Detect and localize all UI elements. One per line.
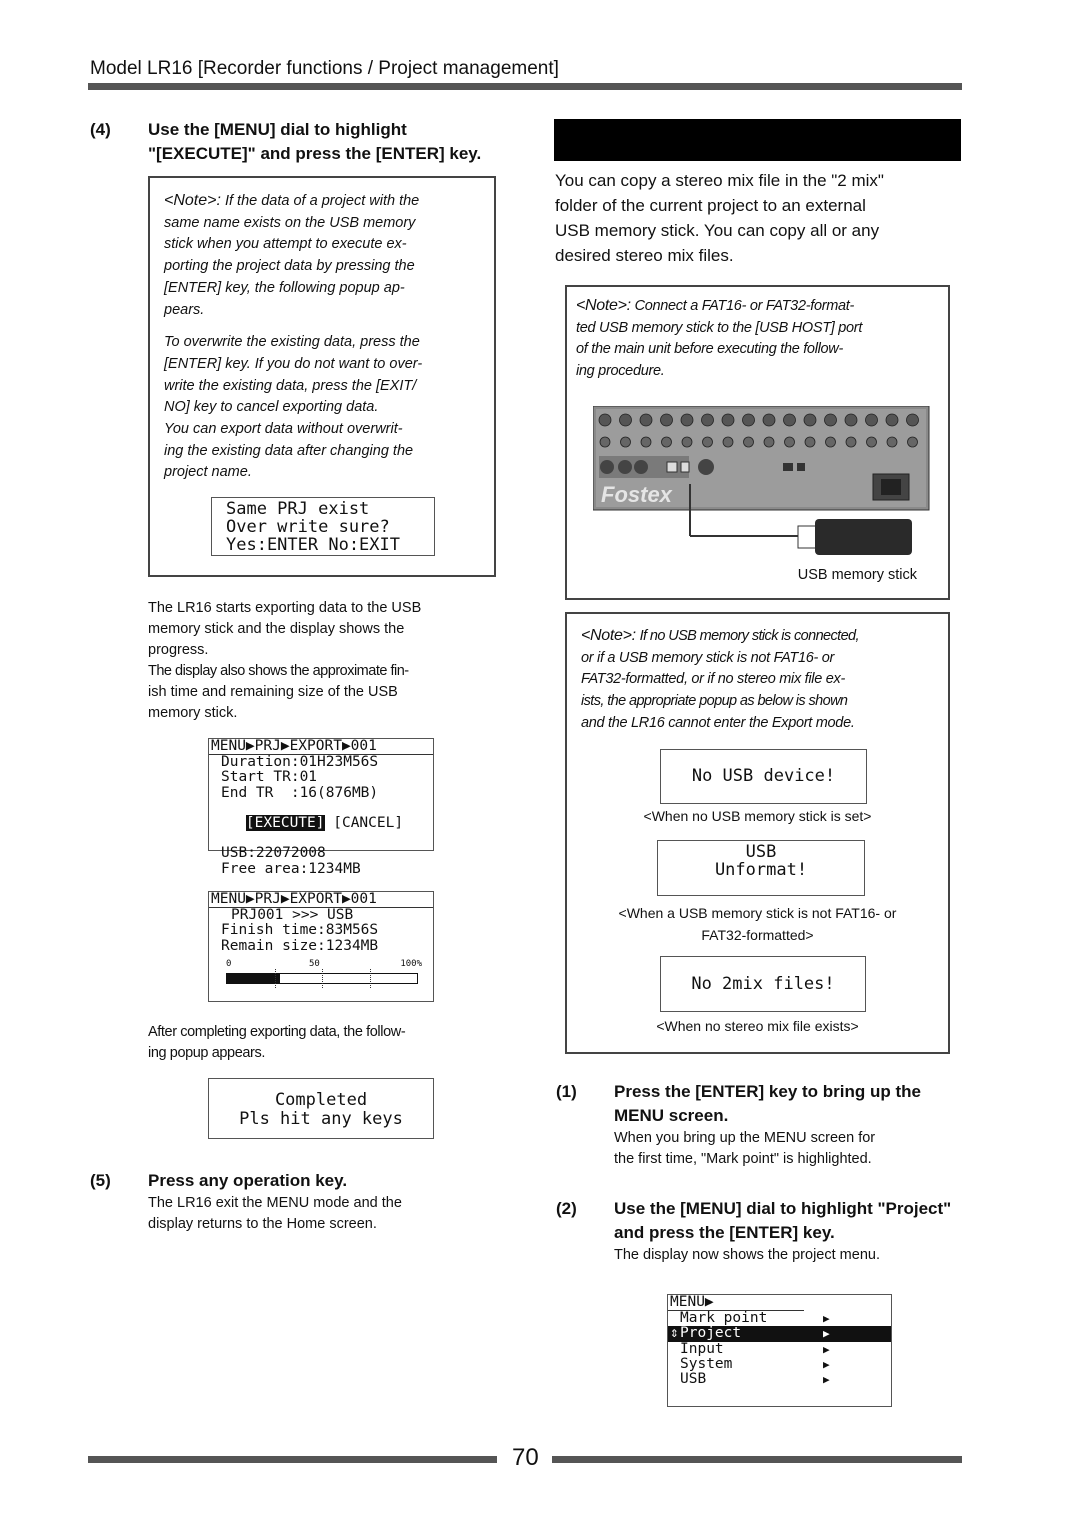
text-line: After completing exporting data, the follow- xyxy=(148,1024,406,1040)
menu-item-0[interactable] xyxy=(668,1311,891,1326)
note-text-2 xyxy=(576,295,946,383)
note-line: or if a USB memory stick is not FAT16- or xyxy=(581,649,835,666)
lcd-line: USB xyxy=(745,842,777,862)
text-line: the first time, "Mark point" is highlighted. xyxy=(614,1151,872,1167)
note-line: ing procedure. xyxy=(576,363,665,380)
note-line: Connect a FAT16- or FAT32-format- xyxy=(634,298,855,314)
note-line: and the LR16 cannot enter the Export mode. xyxy=(581,714,855,731)
lcd-line: USB:22072008 xyxy=(221,845,326,862)
page-header: Model LR16 [Recorder functions / Project management] xyxy=(90,58,559,79)
step-2-description: The display now shows the project menu. xyxy=(614,1247,880,1263)
caption-no-usb: <When no USB memory stick is set> xyxy=(643,808,872,824)
lcd-same-prj-exist xyxy=(211,497,435,556)
step-4-title xyxy=(148,118,481,166)
menu-item-label: Mark point xyxy=(680,1310,768,1327)
cancel-option[interactable]: [CANCEL] xyxy=(333,815,404,832)
lcd-line: Unformat! xyxy=(714,860,808,880)
after-export-description xyxy=(148,1022,458,1064)
text-line: The display also shows the approximate fin- xyxy=(148,663,409,679)
note-line: FAT32-formatted, or if no stereo mix file ex- xyxy=(581,671,845,688)
progress-fill xyxy=(227,974,280,983)
lcd-menu xyxy=(667,1294,892,1407)
lcd-title: MENU▶PRJ▶EXPORT▶001 xyxy=(209,892,433,908)
lcd-export-progress xyxy=(208,891,434,1002)
menu-item-3[interactable] xyxy=(668,1357,891,1372)
note-text-1 xyxy=(164,190,489,484)
lcd-export-settings xyxy=(208,738,434,877)
step-1-title-line1: Press the [ENTER] key to bring up the xyxy=(614,1082,921,1101)
header-rule xyxy=(88,83,962,90)
brand-logo: Fostex xyxy=(601,482,672,507)
lcd-line: Finish time:83M56S xyxy=(221,922,379,939)
menu-item-2[interactable] xyxy=(668,1342,891,1357)
menu-arrow-icon: ▶ xyxy=(823,1342,830,1356)
menu-list xyxy=(668,1311,891,1387)
progress-bar xyxy=(226,973,418,984)
step-1-title-line2: MENU screen. xyxy=(614,1106,729,1125)
menu-cursor xyxy=(670,1372,680,1387)
lcd-line: Remain size:1234MB xyxy=(221,937,379,954)
note-line: NO] key to cancel exporting data. xyxy=(164,399,379,416)
step-1-title xyxy=(614,1080,921,1128)
note-line: [ENTER] key. If you do not want to over- xyxy=(164,355,423,372)
step-2-title xyxy=(614,1197,951,1245)
step-5-title: Press any operation key. xyxy=(148,1171,348,1190)
lcd-no-2mix-files: No 2mix files! xyxy=(660,956,866,1012)
lcd-usb-unformat xyxy=(657,840,865,896)
export-description xyxy=(148,598,458,724)
caption-line: <When a USB memory stick is not FAT16- or xyxy=(618,905,897,921)
menu-cursor xyxy=(670,1311,680,1326)
menu-cursor: ⇕ xyxy=(670,1325,679,1342)
lcd-line: PRJ001 >>> USB xyxy=(231,907,354,924)
note-line: ing the existing data after changing the xyxy=(164,442,414,459)
step-5-description xyxy=(148,1193,402,1235)
step-5-number: (5) xyxy=(90,1171,111,1190)
caption-no-2mix: <When no stereo mix file exists> xyxy=(656,1018,859,1034)
execute-option[interactable]: [EXECUTE] xyxy=(245,815,325,832)
menu-item-1[interactable] xyxy=(668,1326,891,1341)
footer-rule-left xyxy=(88,1456,497,1463)
menu-arrow-icon: ▶ xyxy=(823,1327,830,1341)
menu-arrow-icon: ▶ xyxy=(823,1312,830,1326)
menu-item-label: Input xyxy=(680,1340,724,1357)
menu-arrow-icon: ▶ xyxy=(823,1373,830,1387)
lcd-title: MENU▶ xyxy=(668,1295,804,1311)
lcd-line: Free area:1234MB xyxy=(221,860,361,877)
scale-label: 100% xyxy=(400,959,422,969)
menu-item-label: USB xyxy=(680,1371,707,1388)
note-line: pears. xyxy=(164,301,205,318)
menu-item-4[interactable] xyxy=(668,1372,891,1387)
step-2-title-line1: Use the [MENU] dial to highlight "Project" xyxy=(614,1199,952,1218)
lcd-line: Pls hit any keys xyxy=(239,1109,403,1129)
step-2-number: (2) xyxy=(556,1199,577,1218)
text-line: You can copy a stereo mix file in the "2 mix" xyxy=(555,171,884,190)
note-line: If no USB memory stick is connected, xyxy=(639,628,859,644)
note-line: write the existing data, press the [EXIT/ xyxy=(164,377,417,394)
note-line: same name exists on the USB memory xyxy=(164,214,416,231)
note-line: ists, the appropriate popup as below is shown xyxy=(581,693,848,710)
step-1-description xyxy=(614,1128,875,1170)
caption-line: FAT32-formatted> xyxy=(701,927,814,943)
scale-label: 50 xyxy=(309,959,320,969)
text-line: The LR16 exit the MENU mode and the xyxy=(148,1195,402,1211)
progress-scale xyxy=(226,959,422,971)
note-box-existing-project xyxy=(148,176,496,577)
text-line: The LR16 starts exporting data to the USB xyxy=(148,600,422,616)
usb-stick-caption: USB memory stick xyxy=(797,567,917,583)
text-line: folder of the current project to an external xyxy=(555,196,866,215)
footer-rule-right xyxy=(552,1456,962,1463)
note-line: If the data of a project with the xyxy=(224,193,420,209)
step-4-title-line1: Use the [MENU] dial to highlight xyxy=(148,120,407,139)
note-line: ted USB memory stick to the [USB HOST] port xyxy=(576,319,863,336)
step-1-number: (1) xyxy=(556,1082,577,1101)
lcd-line: Yes:ENTER No:EXIT xyxy=(226,535,400,555)
step-4-number: (4) xyxy=(90,120,111,139)
text-line: progress. xyxy=(148,642,209,658)
text-line: USB memory stick. You can copy all or any xyxy=(555,221,880,240)
intro-text xyxy=(555,168,955,268)
text-line: memory stick. xyxy=(148,705,238,721)
section-title-bar xyxy=(554,119,961,161)
note-label: <Note>: xyxy=(581,627,636,644)
note-label: <Note>: xyxy=(164,192,221,209)
caption-unformat xyxy=(567,902,948,946)
text-line: display returns to the Home screen. xyxy=(148,1216,377,1232)
text-line: memory stick and the display shows the xyxy=(148,621,405,637)
menu-cursor xyxy=(670,1342,680,1357)
menu-cursor xyxy=(670,1357,680,1372)
note-label: <Note>: xyxy=(576,297,631,314)
scale-label: 0 xyxy=(226,959,232,969)
note-line: stick when you attempt to execute ex- xyxy=(164,236,407,253)
lcd-line: End TR :16(876MB) xyxy=(221,784,379,801)
step-4-title-line2: "[EXECUTE]" and press the [ENTER] key. xyxy=(148,144,482,163)
step-2-title-line2: and press the [ENTER] key. xyxy=(614,1223,835,1242)
menu-item-label: System xyxy=(680,1355,733,1372)
lcd-line: Same PRJ exist xyxy=(226,499,370,519)
lcd-line: Over write sure? xyxy=(226,517,390,537)
note-line: of the main unit before executing the follow- xyxy=(576,341,843,358)
lr16-rear-panel-illustration xyxy=(593,406,933,556)
note-line: [ENTER] key, the following popup ap- xyxy=(164,279,405,296)
text-line: ish time and remaining size of the USB xyxy=(148,684,398,700)
menu-item-label: Project xyxy=(680,1325,742,1342)
lcd-no-usb-device: No USB device! xyxy=(660,749,867,804)
menu-arrow-icon: ▶ xyxy=(823,1357,830,1371)
note-line: You can export data without overwrit- xyxy=(164,421,403,438)
text-line: When you bring up the MENU screen for xyxy=(614,1130,876,1146)
note-text-3 xyxy=(581,625,943,735)
note-line: To overwrite the existing data, press the xyxy=(164,334,420,351)
note-line: porting the project data by pressing the xyxy=(164,258,415,275)
lcd-completed xyxy=(208,1078,434,1139)
text-line: desired stereo mix files. xyxy=(555,246,734,265)
note-line: project name. xyxy=(164,464,252,481)
lcd-title: MENU▶PRJ▶EXPORT▶001 xyxy=(209,739,433,755)
page-number: 70 xyxy=(512,1444,539,1471)
text-line: ing popup appears. xyxy=(148,1045,265,1061)
lcd-line: Duration:01H23M56S xyxy=(221,754,379,771)
lcd-line: Start TR:01 xyxy=(221,769,318,786)
note-box-usb-errors xyxy=(565,612,950,1054)
note-box-usb-connect xyxy=(565,285,950,600)
lcd-line: Completed xyxy=(274,1090,368,1110)
